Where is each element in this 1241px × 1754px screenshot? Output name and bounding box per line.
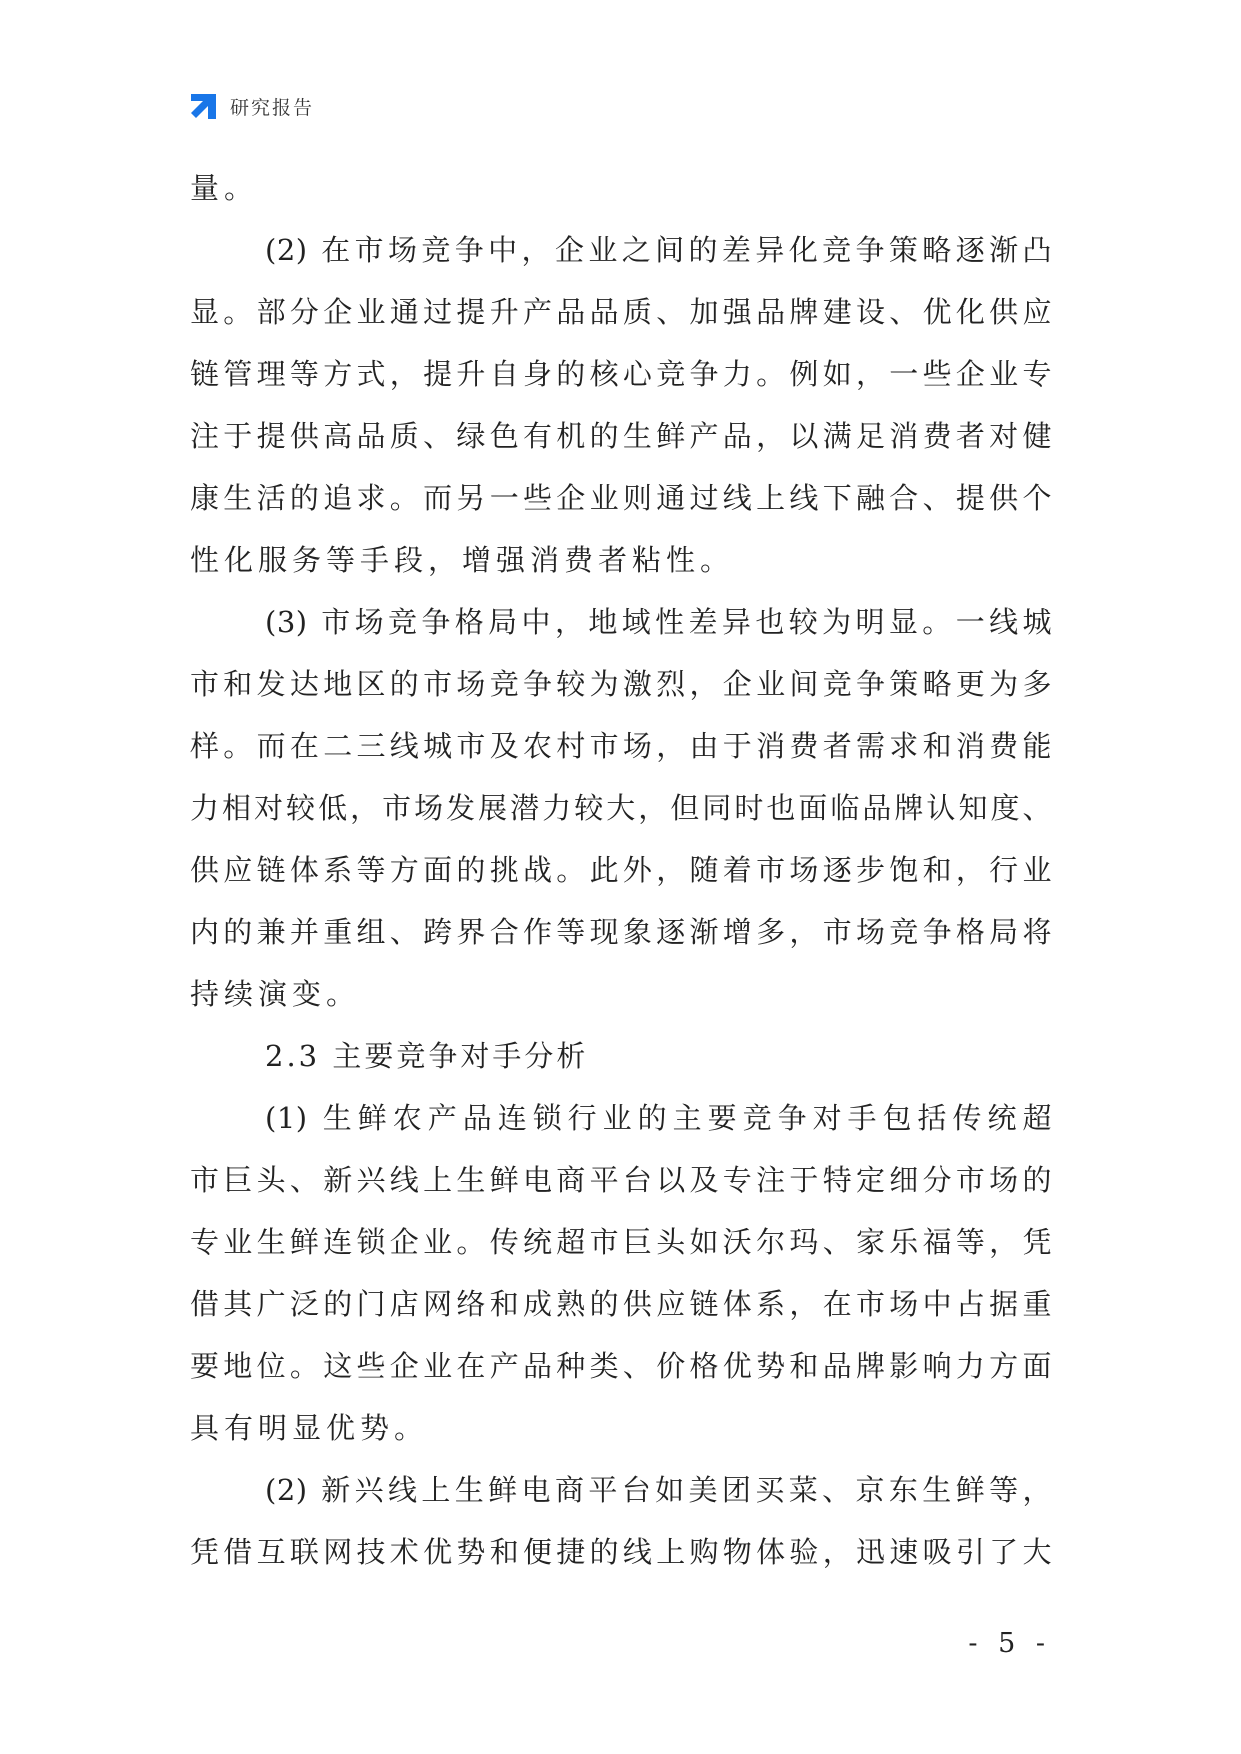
text-line: 显。部分企业通过提升产品品质、加强品牌建设、优化供应 bbox=[190, 295, 1052, 329]
arrow-logo-icon bbox=[188, 90, 220, 122]
paragraph-1 bbox=[190, 219, 1052, 591]
text-line: 力相对较低，市场发展潜力较大，但同时也面临品牌认知度、 bbox=[190, 791, 1052, 825]
page-header bbox=[188, 90, 314, 122]
section-heading: 2.3 主要竞争对手分析 bbox=[265, 1039, 589, 1073]
brand-label: 研究报告 bbox=[230, 96, 315, 119]
text-line: 内的兼并重组、跨界合作等现象逐渐增多，市场竞争格局将 bbox=[190, 915, 1052, 949]
text-line: (3) 市场竞争格局中，地域性差异也较为明显。一线城 bbox=[265, 605, 1052, 639]
paragraph-2 bbox=[190, 591, 1052, 1025]
text-line: 专业生鲜连锁企业。传统超市巨头如沃尔玛、家乐福等，凭 bbox=[190, 1225, 1052, 1259]
page-number: - 5 - bbox=[968, 1628, 1051, 1659]
text-line: 借其广泛的门店网络和成熟的供应链体系，在市场中占据重 bbox=[190, 1287, 1052, 1321]
text-line: 市和发达地区的市场竞争较为激烈，企业间竞争策略更为多 bbox=[190, 667, 1052, 701]
document-body bbox=[190, 157, 1052, 1583]
text-line: 注于提供高品质、绿色有机的生鲜产品，以满足消费者对健 bbox=[190, 419, 1052, 453]
text-line: 凭借互联网技术优势和便捷的线上购物体验，迅速吸引了大 bbox=[190, 1535, 1052, 1569]
text-line: 样。而在二三线城市及农村市场，由于消费者需求和消费能 bbox=[190, 729, 1052, 763]
text-line: 康生活的追求。而另一些企业则通过线上线下融合、提供个 bbox=[190, 481, 1052, 515]
text-line: (2) 新兴线上生鲜电商平台如美团买菜、京东生鲜等， bbox=[265, 1473, 1052, 1507]
text-line: 链管理等方式，提升自身的核心竞争力。例如，一些企业专 bbox=[190, 357, 1052, 391]
paragraph-4 bbox=[190, 1459, 1052, 1583]
text-line: 市巨头、新兴线上生鲜电商平台以及专注于特定细分市场的 bbox=[190, 1163, 1052, 1197]
text-line: 要地位。这些企业在产品种类、价格优势和品牌影响力方面 bbox=[190, 1349, 1052, 1383]
text-line: 具有明显优势。 bbox=[190, 1411, 429, 1445]
text-line: 持续演变。 bbox=[190, 977, 361, 1011]
text-line: (2) 在市场竞争中，企业之间的差异化竞争策略逐渐凸 bbox=[265, 233, 1052, 267]
text-line: 量。 bbox=[190, 171, 259, 205]
text-line: (1) 生鲜农产品连锁行业的主要竞争对手包括传统超 bbox=[265, 1101, 1052, 1135]
text-line: 供应链体系等方面的挑战。此外，随着市场逐步饱和，行业 bbox=[190, 853, 1052, 887]
text-line: 性化服务等手段，增强消费者粘性。 bbox=[190, 543, 735, 577]
paragraph-3 bbox=[190, 1087, 1052, 1459]
